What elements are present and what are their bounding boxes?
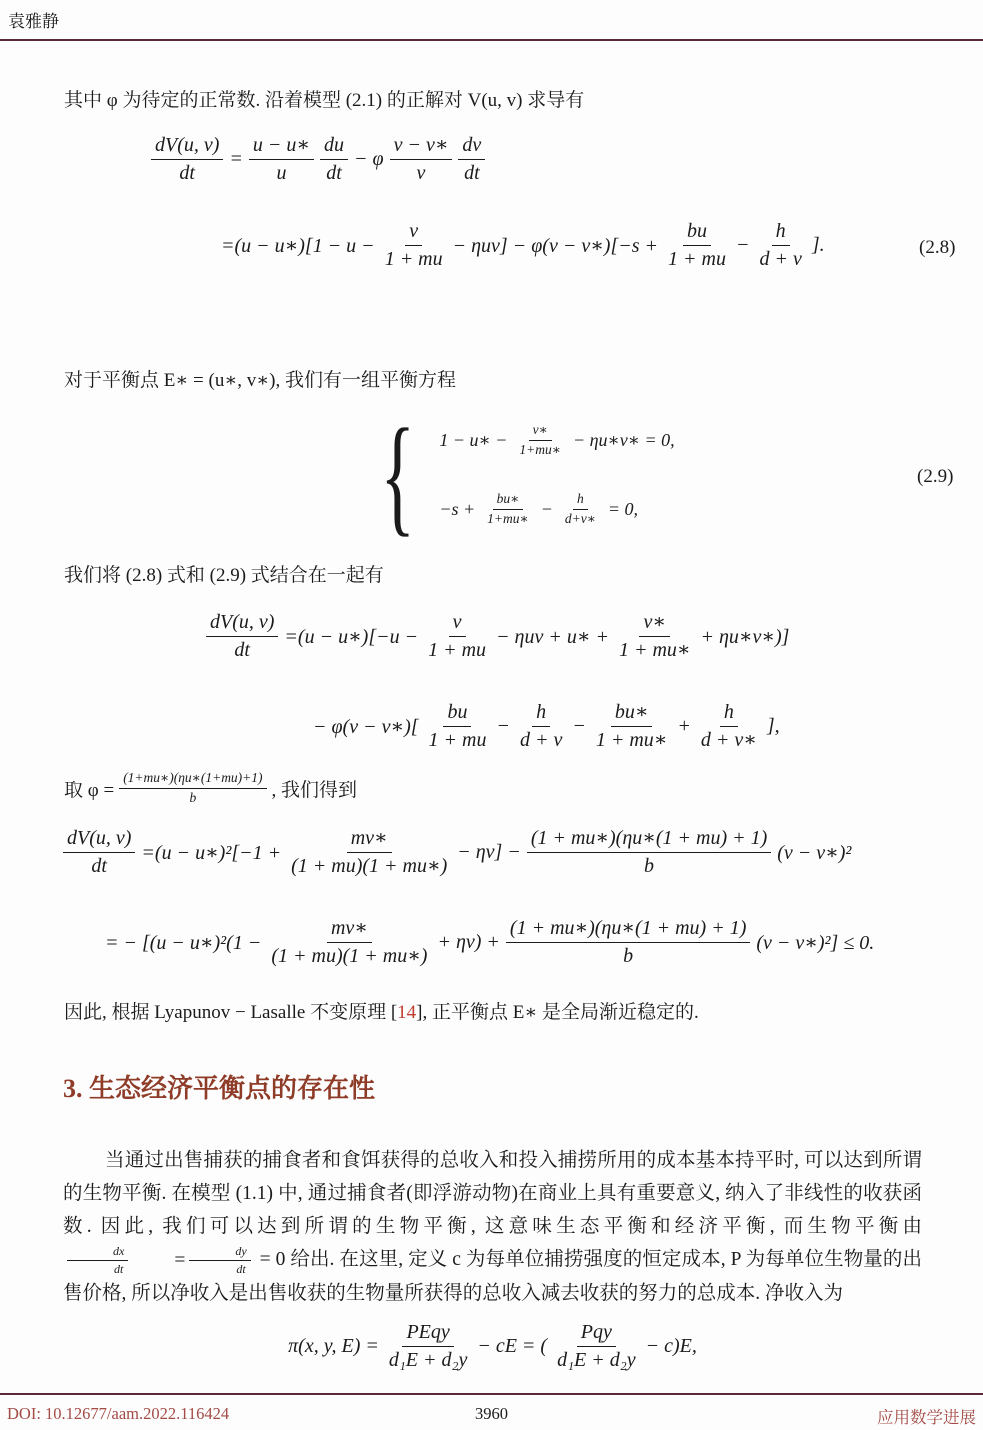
fraction: $\frac{u - u∗}{u}$: [249, 133, 314, 186]
para-bionomic: [63, 1144, 922, 1310]
math-text: + ηv) +: [437, 931, 500, 953]
fraction: $\frac{\text{Pqy}}{\text{d₁E + d₂y}}$: [557, 1321, 636, 1371]
fraction: $\frac{dy}{dt}$: [189, 1244, 250, 1277]
math-text: −s +: [439, 498, 476, 519]
equation-2-8-line1: [148, 133, 488, 186]
para-conclusion: [64, 998, 944, 1027]
fraction: $\frac{bu∗}{1 + mu∗}$: [595, 701, 668, 751]
fraction: $\frac{v - v∗}{v}$: [390, 133, 453, 186]
minus-sign: −: [572, 715, 586, 737]
footer-doi-link[interactable]: DOI: 10.12677/aam.2022.116424: [7, 1404, 230, 1423]
fraction: $\frac{dv}{dt}$: [458, 133, 485, 186]
system-row-2: [435, 491, 678, 528]
fraction: $\frac{bu∗}{1+mu∗}$: [487, 491, 529, 526]
math-text: − ηuv + u∗ +: [496, 626, 609, 648]
minus-phi: − φ: [354, 148, 384, 170]
fraction: $\frac{\text{PEqy}}{\text{d₁E + d₂y}}$: [388, 1321, 468, 1371]
equals-sign: =: [174, 1250, 186, 1272]
fraction: $\frac{(1 + mu∗)(\eta u∗(1 + mu) + 1)}{b}$: [527, 826, 771, 879]
fraction: $\frac{h}{d + v}$: [759, 220, 802, 270]
header-author: 袁雅静: [8, 12, 59, 31]
left-brace: {: [380, 401, 416, 548]
text: , 我们得到: [271, 779, 358, 801]
eq-label-2-8: (2.8): [919, 237, 956, 258]
equation-combined-line1: [203, 610, 792, 663]
fraction: $\frac{dV(u, v)}{dt}$: [151, 133, 223, 186]
equation-dv-line1: [60, 826, 854, 879]
equation-2-8-line2: [218, 219, 828, 272]
math-text: − c)E,: [645, 1335, 697, 1357]
minus-sign: −: [735, 234, 750, 256]
math-text: + ηu∗v∗)]: [700, 626, 790, 648]
fraction: $\frac{v∗}{1+mu∗}$: [519, 422, 561, 458]
footer-journal-name: 应用数学进展: [877, 1408, 976, 1427]
math-text: (v − v∗)²: [777, 842, 852, 864]
fraction: $\frac{mv∗}{(1 + mu)(1 + mu∗)}$: [271, 917, 428, 967]
math-text: =(u − u∗)[−u −: [284, 626, 419, 648]
para-combine: 我们将 (2.8) 式和 (2.9) 式结合在一起有: [64, 565, 384, 586]
fraction: $\frac{v}{1 + mu}$: [428, 611, 487, 661]
math-text: ],: [766, 715, 780, 737]
equation-pi-wrap: [63, 1320, 922, 1373]
system-row-1: [435, 422, 678, 459]
equation-pi: [285, 1320, 700, 1373]
math-text: π(x, y, E) =: [288, 1335, 379, 1357]
equation-combined-line2: [310, 700, 783, 753]
fraction: $\frac{mv∗}{(1 + mu)(1 + mu∗)}$: [291, 827, 448, 877]
section-heading: 3. 生态经济平衡点的存在性: [63, 1074, 376, 1103]
fraction: $\frac{h}{d+v∗}$: [564, 491, 596, 526]
fraction: $\frac{v∗}{1 + mu∗}$: [618, 611, 691, 661]
fraction: $\frac{dV(u, v)}{dt}$: [63, 826, 135, 879]
text: 取 φ =: [64, 779, 115, 801]
math-text: − φ(v − v∗)[: [313, 716, 419, 738]
para-equilibrium: 对于平衡点 E∗ = (u∗, v∗), 我们有一组平衡方程: [64, 370, 456, 391]
equals-sign: =: [229, 148, 243, 170]
math-text: = 0,: [607, 498, 639, 519]
minus-sign: −: [496, 715, 510, 737]
math-text: − cE = (: [477, 1335, 548, 1357]
fraction: $\frac{h}{d + v∗}$: [700, 701, 757, 751]
fraction: $\frac{(1 + mu∗)(\eta u∗(1 + mu) + 1)}{b}$: [506, 916, 750, 969]
text: = 0 给出. 在这里, 定义 c 为每单位捕捞强度的恒定成本, P 为每单位生物量的出售价格, 所以净收入是出售收获的生物量所获得的总收入减去收获的努力的总成本. 净收入为: [63, 1249, 922, 1305]
para-take-phi: [64, 770, 357, 807]
math-text: (v − v∗)²] ≤ 0.: [756, 932, 875, 954]
fraction: $\frac{dx}{dt}$: [67, 1244, 128, 1277]
math-text: ].: [811, 234, 825, 256]
footer-rule: [0, 1393, 983, 1395]
fraction: $\frac{dV(u, v)}{dt}$: [206, 610, 278, 663]
minus-sign: −: [540, 498, 553, 519]
equation-system-2-9: [366, 401, 679, 548]
fraction: $\frac{bu}{1 + mu}$: [428, 701, 487, 751]
math-text: =(u − u∗)²[−1 +: [141, 842, 282, 864]
para-intro: 其中 φ 为待定的正常数. 沿着模型 (2.1) 的正解对 V(u, v) 求导有: [64, 90, 585, 111]
header-rule: [0, 39, 983, 41]
text: ], 正平衡点 E∗ 是全局渐近稳定的.: [416, 1002, 699, 1023]
footer-page-number: 3960: [475, 1404, 508, 1423]
math-text: − ηuv] − φ(v − v∗)[−s +: [452, 235, 659, 257]
math-text: − ηv] −: [457, 841, 521, 863]
math-text: 1 − u∗ −: [439, 430, 508, 451]
eq-label-2-9: (2.9): [917, 466, 954, 487]
equation-dv-line2: [102, 916, 877, 969]
citation-link-14[interactable]: 14: [397, 1002, 417, 1023]
fraction: $\frac{h}{d + v}$: [519, 701, 563, 751]
math-text: − ηu∗v∗ = 0,: [572, 430, 675, 451]
fraction: $\frac{v}{1 + mu}$: [384, 220, 443, 270]
plus-sign: +: [677, 715, 691, 737]
fraction: $\frac{du}{dt}$: [320, 133, 348, 186]
math-text: =(u − u∗)[1 − u −: [221, 235, 375, 257]
math-text: = − [(u − u∗)²(1 −: [105, 932, 262, 954]
fraction: $\frac{(1+mu∗)(\eta u∗(1+mu)+1)}{b}$: [119, 770, 266, 807]
text: 当通过出售捕获的捕食者和食饵获得的总收入和投入捕捞所用的成本基本持平时, 可以达到所谓的生物平衡. 在模型 (1.1) 中, 通过捕食者(即浮游动物)在商业上具有重要意义, 纳入了非线性的收获函数. 因此, 我们可以达到所谓的生物平衡, 这意味生态平衡和经济平衡, 而生物平衡由: [63, 1150, 922, 1237]
fraction: $\frac{bu}{1 + mu}$: [668, 220, 726, 270]
text: 因此, 根据 Lyapunov − Lasalle 不变原理 [: [64, 1002, 398, 1023]
